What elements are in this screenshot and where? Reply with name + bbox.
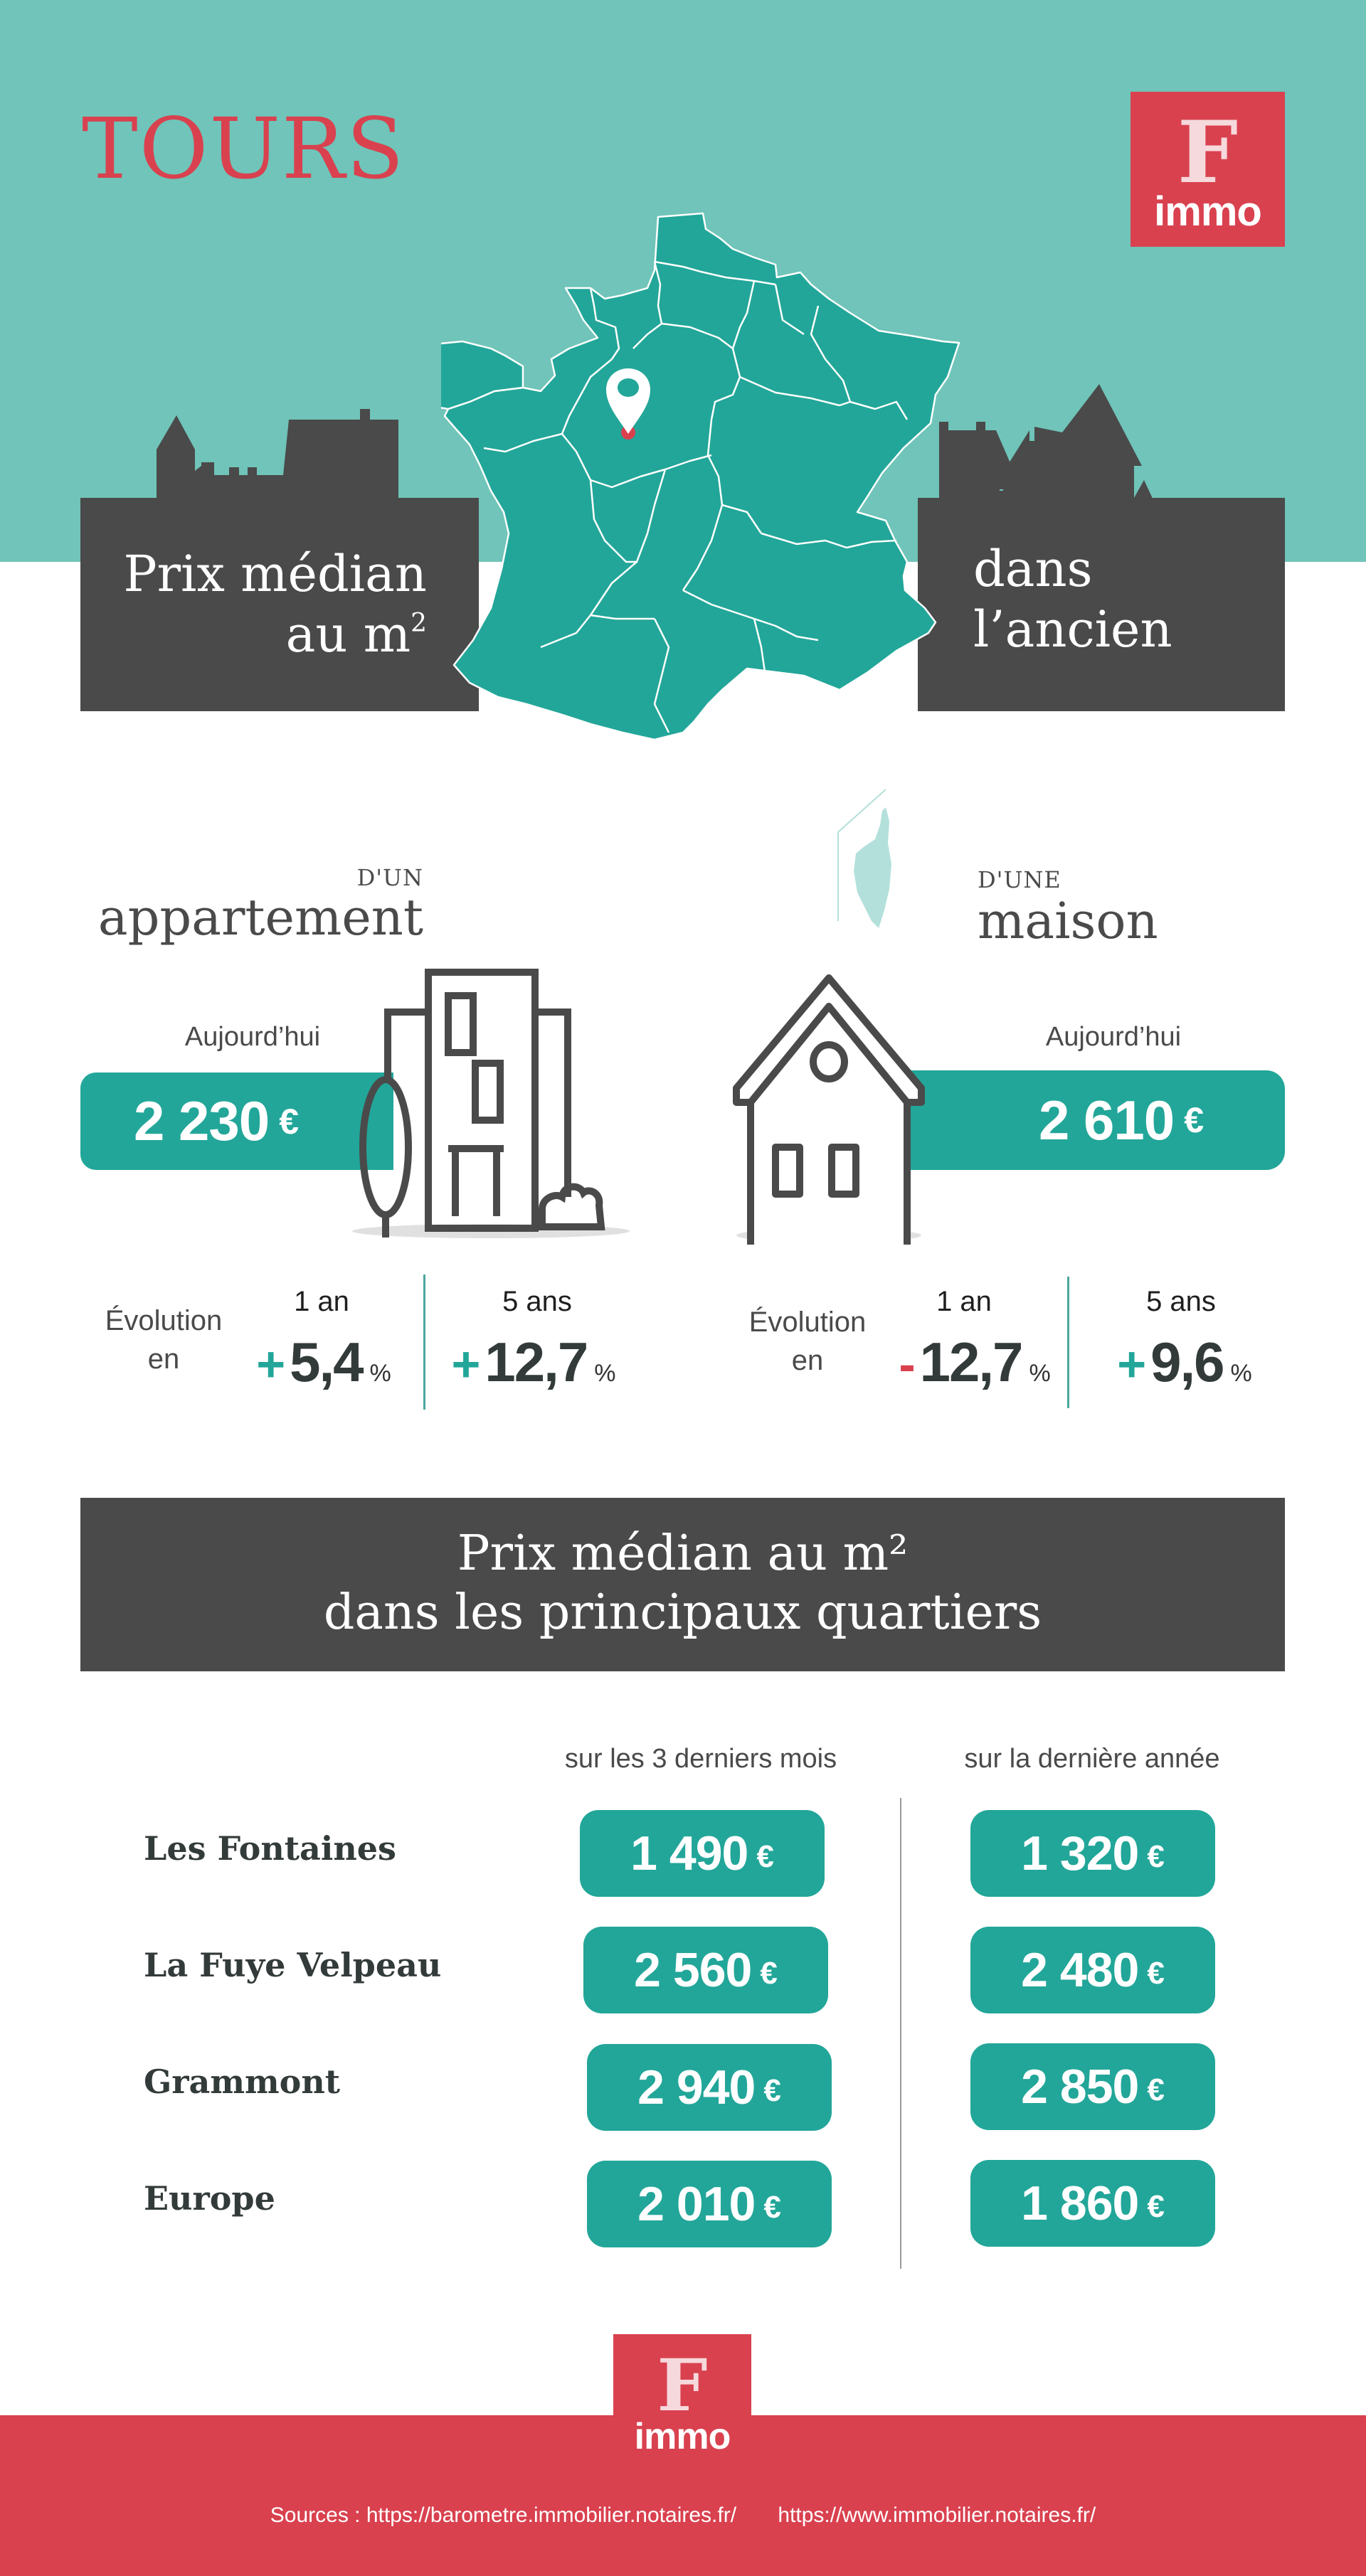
quartier-name: La Fuye Velpeau xyxy=(144,1946,442,1984)
apartment-price-currency: € xyxy=(279,1101,300,1141)
price-last-year xyxy=(970,1810,1215,1897)
price-3-months xyxy=(587,2161,832,2247)
price-currency: € xyxy=(1147,1956,1165,1991)
corsica-inset xyxy=(836,786,914,939)
house-icon xyxy=(729,971,1021,1245)
apartment-today-label: Aujourd’hui xyxy=(184,1022,321,1052)
price-value: 1 860 xyxy=(1021,2176,1139,2230)
house-evolution-1y-period: 1 an xyxy=(936,1286,992,1317)
evolution-value: 5,4 xyxy=(290,1331,363,1393)
price-currency: € xyxy=(1147,2189,1165,2224)
apartment-price-value: 2 230 xyxy=(134,1090,270,1152)
price-3-months xyxy=(580,1810,825,1897)
price-last-year xyxy=(970,2043,1215,2130)
house-today-label: Aujourd’hui xyxy=(1045,1022,1182,1052)
evolution-label-line1: Évolution xyxy=(748,1306,867,1338)
apartment-evolution-5y-period: 5 ans xyxy=(502,1286,572,1317)
price-currency: € xyxy=(1147,1839,1165,1874)
france-map xyxy=(441,206,968,846)
apartment-evolution-5y-value xyxy=(441,1330,626,1395)
banner-left-line1: Prix médian xyxy=(123,545,427,603)
price-last-year xyxy=(970,2160,1215,2247)
price-currency: € xyxy=(763,2190,781,2225)
price-value: 2 560 xyxy=(634,1943,752,1997)
squared-sup: 2 xyxy=(411,609,427,639)
table-divider xyxy=(900,1798,901,2269)
quartiers-title-line1: Prix médian au m² xyxy=(457,1526,909,1582)
apartment-evolution-label xyxy=(92,1302,235,1378)
quartier-name: Grammont xyxy=(144,2063,341,2101)
price-3-months xyxy=(587,2044,832,2131)
house-price-value: 2 610 xyxy=(1039,1088,1175,1151)
percent-unit: % xyxy=(594,1360,616,1387)
banner-right-text xyxy=(973,539,1258,661)
figaro-immo-logo[interactable] xyxy=(1131,92,1285,247)
quartiers-banner xyxy=(80,1498,1285,1671)
price-value: 2 480 xyxy=(1021,1943,1139,1997)
evolution-label-line2: en xyxy=(791,1345,824,1376)
column-header-last-year: sur la dernière année xyxy=(964,1744,1220,1774)
evolution-label-line2: en xyxy=(147,1343,180,1375)
price-value: 2 940 xyxy=(637,2060,756,2114)
price-currency: € xyxy=(763,2073,781,2108)
positive-sign-icon: + xyxy=(256,1336,286,1392)
percent-unit: % xyxy=(1029,1360,1051,1387)
sources-line xyxy=(0,2503,1366,2528)
logo-word: immo xyxy=(634,2416,731,2457)
source-link-notaires[interactable]: https://www.immobilier.notaires.fr/ xyxy=(778,2503,1096,2527)
banner-right-line2: l’ancien xyxy=(973,600,1172,659)
evolution-label-line1: Évolution xyxy=(105,1305,223,1336)
banner-left-line2 xyxy=(107,605,427,665)
banner-right-line1: dans xyxy=(973,540,1093,598)
evolution-divider xyxy=(423,1274,425,1410)
apartment-prefix: D'UN xyxy=(356,864,423,891)
negative-sign-icon: - xyxy=(899,1336,916,1392)
house-prefix: D'UNE xyxy=(978,866,1061,893)
quartiers-title-line2: dans les principaux quartiers xyxy=(323,1584,1042,1641)
house-price-currency: € xyxy=(1184,1100,1204,1140)
price-currency: € xyxy=(1147,2072,1165,2107)
house-evolution-label xyxy=(736,1303,879,1380)
evolution-divider xyxy=(1067,1277,1069,1408)
price-value: 1 490 xyxy=(630,1826,748,1880)
price-last-year xyxy=(970,1927,1215,2013)
positive-sign-icon: + xyxy=(451,1336,481,1392)
house-evolution-5y-value xyxy=(1092,1330,1277,1395)
house-title: maison xyxy=(978,892,1158,950)
percent-unit: % xyxy=(369,1360,391,1387)
logo-letter: F xyxy=(657,2343,708,2427)
quartier-name: Europe xyxy=(144,2179,275,2218)
percent-unit: % xyxy=(1230,1360,1252,1387)
apartment-title: appartement xyxy=(97,888,423,947)
price-currency: € xyxy=(760,1956,778,1991)
logo-word: immo xyxy=(1154,188,1261,235)
evolution-value: 9,6 xyxy=(1150,1331,1224,1393)
banner-left-text xyxy=(107,544,427,666)
logo-letter: F xyxy=(1177,102,1239,203)
quartier-name: Les Fontaines xyxy=(144,1829,396,1868)
positive-sign-icon: + xyxy=(1117,1336,1147,1392)
house-evolution-5y-period: 5 ans xyxy=(1146,1286,1216,1317)
price-3-months xyxy=(583,1927,828,2013)
city-title: TOURS xyxy=(82,100,406,198)
price-value: 2 010 xyxy=(637,2177,756,2231)
house-evolution-1y-value xyxy=(882,1330,1067,1395)
evolution-value: 12,7 xyxy=(919,1331,1022,1393)
apartment-evolution-1y-value xyxy=(231,1330,416,1395)
source-link-barometre[interactable]: Sources : https://barometre.immobilier.notaires.fr/ xyxy=(270,2503,737,2527)
apartment-evolution-1y-period: 1 an xyxy=(294,1286,349,1317)
apartment-building-icon xyxy=(342,964,640,1241)
price-value: 2 850 xyxy=(1021,2060,1139,2114)
banner-left-line2-text: au m xyxy=(285,605,411,664)
figaro-immo-logo-footer[interactable] xyxy=(613,2334,751,2468)
price-currency: € xyxy=(756,1839,774,1874)
column-header-3-months: sur les 3 derniers mois xyxy=(564,1744,837,1774)
evolution-value: 12,7 xyxy=(485,1331,588,1393)
price-value: 1 320 xyxy=(1021,1826,1139,1880)
